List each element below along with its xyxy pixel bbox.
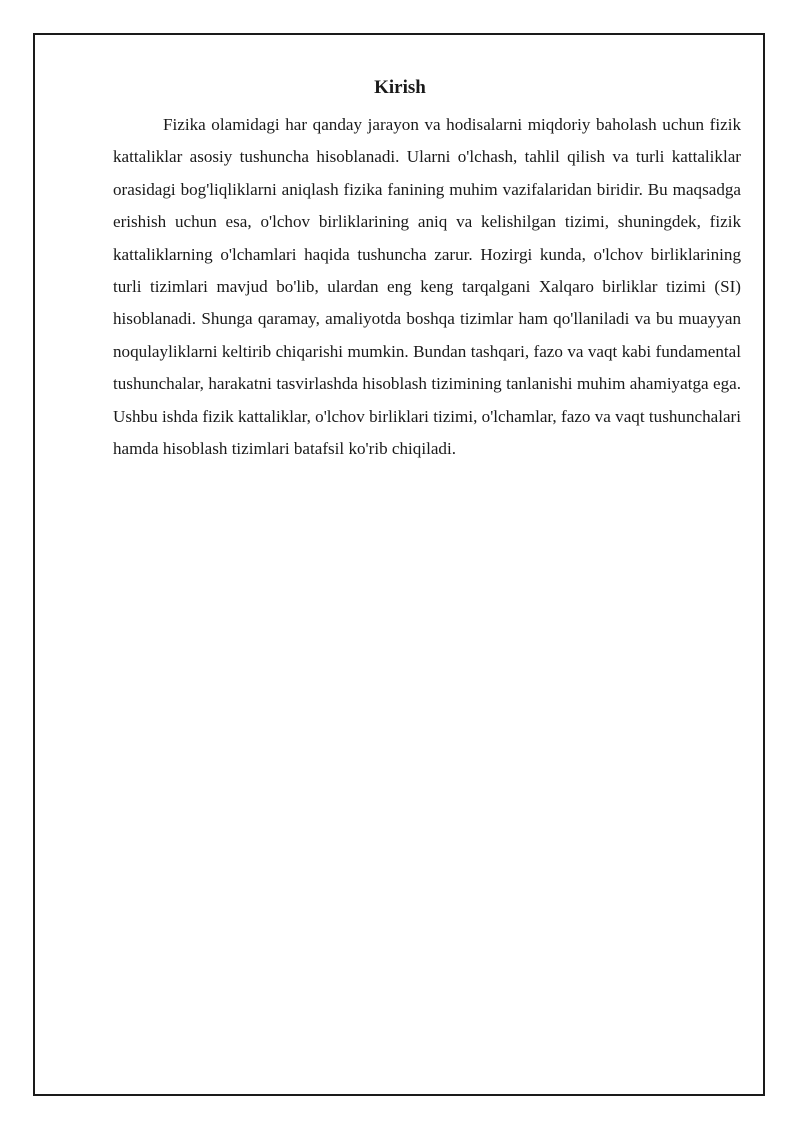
section-title: Kirish [374, 77, 426, 98]
intro-paragraph: Fizika olamidagi har qanday jarayon va hodisalarni miqdoriy baholash uchun fizik kattaliklar asosiy tushuncha hisoblanadi. Ularni o'lchash, tahlil qilish va turli kattaliklar orasidagi bog'liqliklarni aniqlash fizika fanining muhim vazifalaridan biridir. Bu maqsadga erishish uchun esa, o'lchov birliklarining aniq va kelishilgan tizimi, shuningdek, fizik kattaliklarning o'lchamlari haqida tushuncha zarur. Hozirgi kunda, o'lchov birliklarining turli tizimlari mavjud bo'lib, ulardan eng keng tarqalgani Xalqaro birliklar tizimi (SI) hisoblanadi. Shunga qaramay, amaliyotda boshqa tizimlar ham qo'llaniladi va bu muayyan noqulayliklarni keltirib chiqarishi mumkin. Bundan tashqari, fazo va vaqt kabi fundamental tushunchalar, harakatni tasvirlashda hisoblash tizimining tanlanishi muhim ahamiyatga ega. Ushbu ishda fizik kattaliklar, o'lchov birliklari tizimi, o'lchamlar, fazo va vaqt tushunchalari hamda hisoblash tizimlari batafsil ko'rib chiqiladi. [113, 115, 741, 459]
